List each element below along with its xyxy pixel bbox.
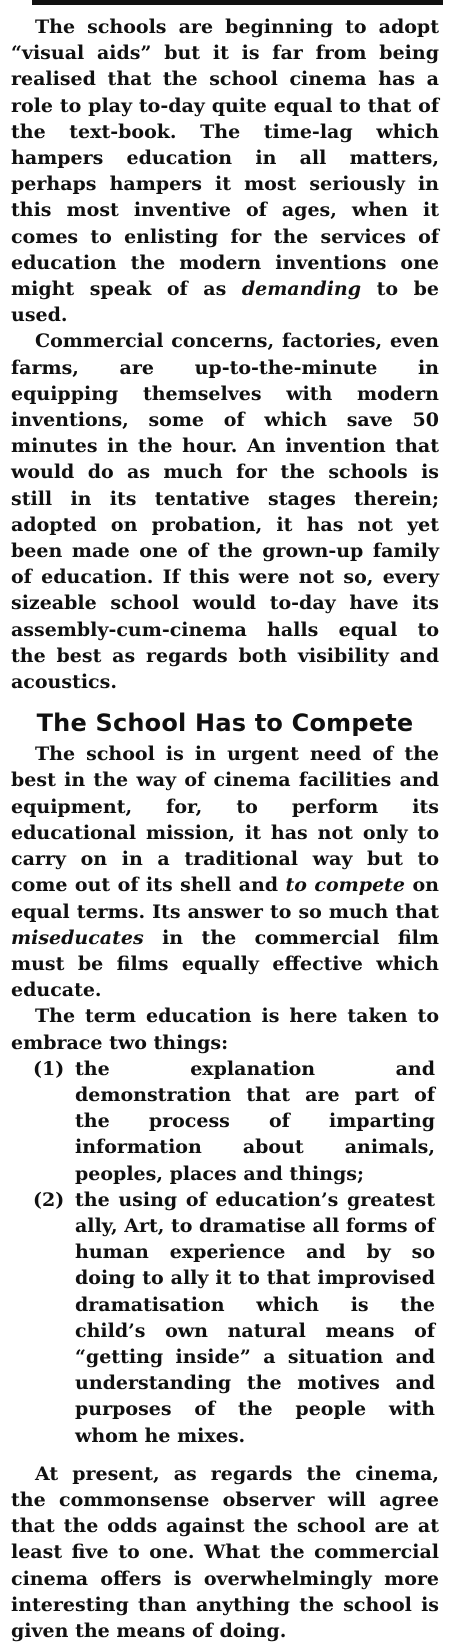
- paragraph-at-present: [11, 1461, 439, 1644]
- paragraph-text: At present, as regards the cinema, the commonsense observer will agree that the odds against the school are at least five to one. What the commercial cinema offers is overwhelmingly more interesting than anything the school is given: [11, 1462, 439, 1642]
- paragraph-text: The school is in urgent need of the best in the way of cinema facilities and equipment, for, to perform its educational mission, it has not only to carry on in a traditional way but to come out of its shell and: [11, 743, 439, 897]
- paragraph-text: in the commercial film must be films equally effective which educate.: [11, 926, 439, 1002]
- numbered-list: [11, 1056, 439, 1449]
- paragraph-text: the means of doing.: [75, 1619, 287, 1642]
- paragraph-text: to be used.: [11, 278, 439, 327]
- paragraph-visual-aids: [11, 14, 439, 328]
- paragraph-text: on equal terms. Its answer to so much that: [11, 874, 439, 923]
- emphasis-text: to compete: [285, 874, 406, 897]
- list-item: [11, 1056, 439, 1187]
- paragraph-urgent-need: [11, 741, 439, 1003]
- paragraph-term-education: The term education is here taken to embrace two things:: [11, 1005, 439, 1054]
- list-number: (2): [33, 1188, 65, 1211]
- emphasis-text: miseducates: [11, 926, 144, 949]
- paragraph-text: The schools are beginning to adopt “visual aids” but it is far from being realised that the school cinema has a role to play to-day quite equal to that of the text-book. The time-lag which hampers education in all matters, perhaps hampers it most seriously in this most inventive of ages, when it comes to enlisting for the services of education the modern inventions one might speak of as: [11, 16, 439, 301]
- top-rule: [32, 0, 443, 5]
- paragraph-commercial-concerns: Commercial concerns, factories, even farms, are up-to-the-minute in equipping themselves with modern inventions, some of which save 50 minutes in the hour. An invention that would do as much for the schools is still in its tentative stages therein; adopted on probation, it has not yet been made one of the grown-up family of education. If this were not so, every sizeable school would to-day have its assembly-cum-cinema halls equal to the best as regards both visibility and acoustics.: [11, 330, 439, 694]
- section-heading: The School Has to Compete: [36, 709, 414, 738]
- list-text: the using of education’s greatest ally, Art, to dramatise all forms of human experience and by so doing to ally it to that improvised dramatisation which is the child’s own natural means of “getting inside” a situation and understanding the motives and purposes of the people with whom he mixes.: [75, 1188, 435, 1447]
- list-number: (1): [33, 1057, 65, 1080]
- emphasis-text: demanding: [241, 278, 362, 301]
- list-text: the explanation and demonstration that are part of the process of imparting information about animals, peoples, places and things;: [75, 1057, 435, 1185]
- list-item: [11, 1187, 439, 1449]
